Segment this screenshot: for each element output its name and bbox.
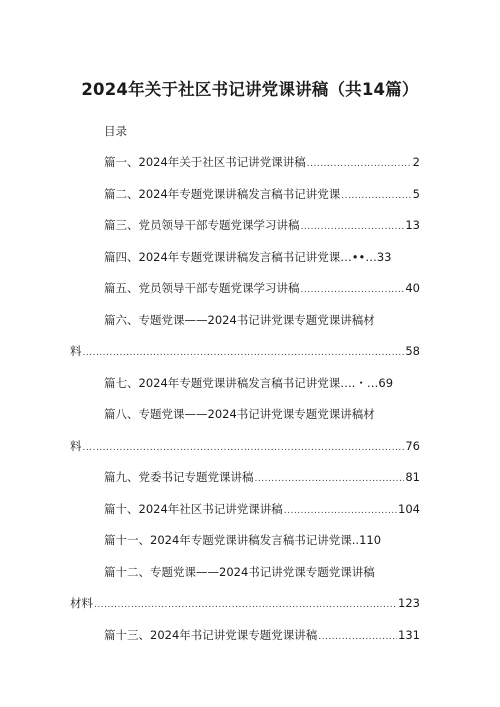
- toc-entry-label: 篇十三、2024年书记讲党课专题党课讲稿: [104, 628, 318, 642]
- dot-leader: [83, 345, 405, 361]
- toc-entry-label: 篇四、2024年专题党课讲稿发言稿书记讲党课: [104, 250, 341, 264]
- toc-page-number: ….・…69: [340, 376, 394, 390]
- toc-page-number: 13: [405, 218, 420, 232]
- toc-entry-label-cont: 料: [70, 439, 82, 453]
- toc-entry-8[interactable]: [104, 406, 375, 422]
- toc-entry-label: 篇十一、2024年专题党课讲稿发言稿书记讲党课: [104, 533, 352, 547]
- toc-entry-6[interactable]: [104, 312, 375, 328]
- dot-leader: [284, 503, 397, 519]
- toc-entry-6-cont[interactable]: [70, 343, 420, 361]
- toc-page-number: 123: [398, 596, 420, 610]
- toc-entry-label: 篇三、党员领导干部专题党课学习讲稿: [104, 218, 300, 232]
- toc-entry-2[interactable]: [104, 186, 420, 204]
- toc-entry-label: 篇八、专题党课——2024书记讲党课专题党课讲稿材: [104, 407, 375, 421]
- dot-leader: [341, 188, 411, 204]
- toc-entry-label: 篇十、2024年社区书记讲党课讲稿: [104, 502, 283, 516]
- toc-entry-label-cont: 料: [70, 344, 82, 358]
- toc-entry-label: 篇二、2024年专题党课讲稿发言稿书记讲党课: [104, 187, 341, 201]
- toc-page-number: 81: [405, 470, 420, 484]
- toc-page-number: 76: [405, 439, 420, 453]
- toc-entry-label: 篇七、2024年专题党课讲稿发言稿书记讲党课: [104, 376, 341, 390]
- toc-entry-3[interactable]: [104, 217, 420, 235]
- toc-entry-label: 篇五、党员领导干部专题党课学习讲稿: [104, 281, 300, 295]
- dot-leader: [301, 282, 405, 298]
- toc-entry-4[interactable]: [104, 249, 391, 265]
- toc-entry-9[interactable]: [104, 469, 420, 487]
- toc-entry-12-cont[interactable]: [70, 595, 420, 613]
- document-title: 2024年关于社区书记讲党课讲稿（共14篇）: [81, 80, 419, 99]
- toc-entry-1[interactable]: [104, 154, 420, 172]
- dot-leader: [255, 471, 405, 487]
- toc-entry-10[interactable]: [104, 501, 420, 519]
- toc-page-number: 40: [405, 281, 420, 295]
- toc-entry-7[interactable]: [104, 375, 393, 391]
- toc-entry-12[interactable]: [104, 564, 375, 580]
- toc-entry-label: 篇六、专题党课——2024书记讲党课专题党课讲稿材: [104, 313, 375, 327]
- toc-entry-8-cont[interactable]: [70, 438, 420, 456]
- toc-entry-13[interactable]: [104, 627, 420, 645]
- toc-entry-label: 篇九、党委书记专题党课讲稿: [104, 470, 254, 484]
- toc-page-number: 58: [405, 344, 420, 358]
- toc-entry-label: 篇十二、专题党课——2024书记讲党课专题党课讲稿: [104, 565, 375, 579]
- toc-page-number: …••…33: [340, 250, 392, 264]
- dot-leader: [83, 440, 405, 456]
- dot-leader: [94, 597, 397, 613]
- toc-page-number: ..110: [351, 533, 382, 547]
- dot-leader: [318, 629, 397, 645]
- toc-page-number: 5: [412, 187, 420, 201]
- toc-entry-label-cont: 材料: [70, 596, 93, 610]
- toc-heading: 目录: [104, 124, 127, 138]
- toc-entry-11[interactable]: [104, 532, 381, 548]
- toc-entry-label: 篇一、2024年关于社区书记讲党课讲稿: [104, 155, 306, 169]
- dot-leader: [301, 219, 405, 235]
- toc-page-number: 2: [412, 155, 420, 169]
- toc-entry-5[interactable]: [104, 280, 420, 298]
- toc-page-number: 131: [398, 628, 420, 642]
- dot-leader: [307, 156, 412, 172]
- toc-page-number: 104: [398, 502, 420, 516]
